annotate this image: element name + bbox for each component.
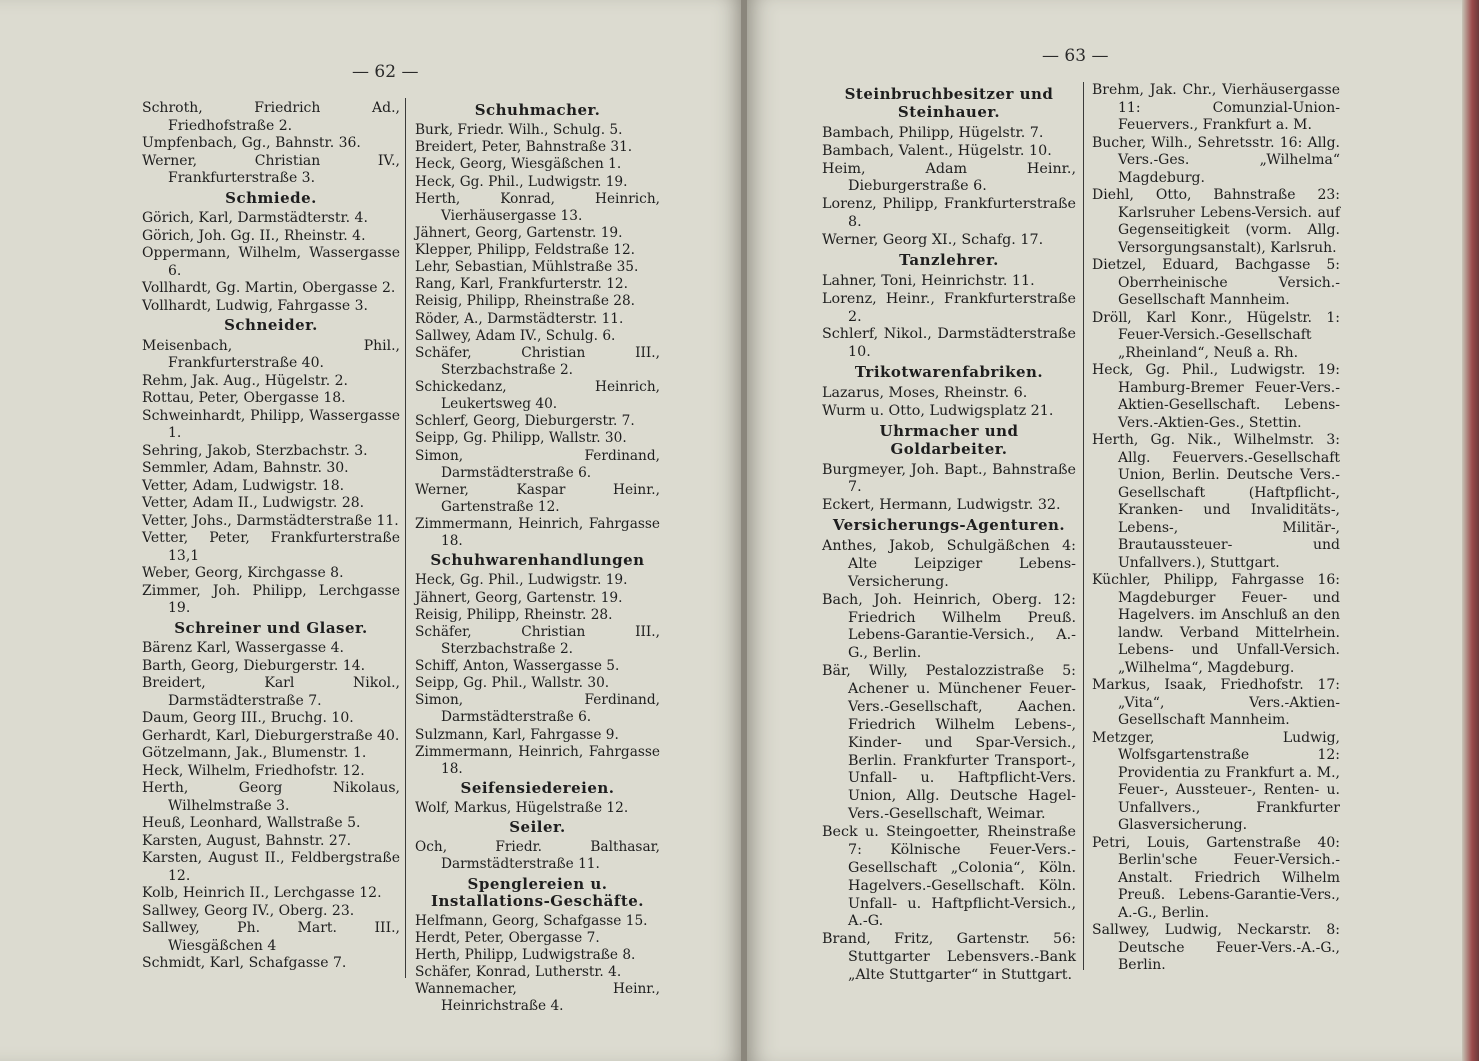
section-heading: Schneider.: [224, 316, 318, 334]
directory-entry: Vollhardt, Gg. Martin, Obergasse 2.: [142, 280, 396, 296]
directory-entry: Oppermann, Wilhelm, Wassergasse 6.: [142, 245, 400, 279]
directory-entry: Wolf, Markus, Hügelstraße 12.: [415, 800, 629, 816]
directory-entry: Reisig, Philipp, Rheinstr. 28.: [415, 606, 613, 623]
directory-entry: Schlerf, Georg, Dieburgerstr. 7.: [415, 413, 635, 430]
section-heading: Spenglereien u. Installations-Geschäfte.: [430, 874, 645, 910]
section-heading: Schuhwarenhandlungen: [430, 551, 645, 570]
directory-entry: Herth, Philipp, Ludwigstraße 8.: [415, 947, 636, 963]
directory-entry: Bucher, Wilh., Sehretsstr. 16: Allg. Vers.-Ges. „Wilhelma“ Magdeburg.: [1092, 134, 1340, 186]
directory-entry: Reisig, Philipp, Rheinstraße 28.: [415, 293, 636, 310]
directory-entry: Zimmermann, Heinrich, Fahrgasse 18.: [415, 516, 660, 550]
directory-entry: Heuß, Leonhard, Wallstraße 5.: [142, 815, 361, 831]
directory-entry: Schmidt, Karl, Schafgasse 7.: [142, 955, 347, 971]
directory-entry: Werner, Georg XI., Schafg. 17.: [822, 232, 1044, 248]
directory-entry: Dröll, Karl Konr., Hügelstr. 1: Feuer-Versich.-Gesellschaft „Rheinland“, Neuß a. Rh.: [1092, 309, 1340, 361]
directory-entry: Herth, Konrad, Heinrich, Vierhäusergasse 13.: [415, 190, 660, 224]
column-divider-left: [405, 98, 406, 978]
directory-entry: Weber, Georg, Kirchgasse 8.: [142, 565, 344, 581]
directory-entry: Gerhardt, Karl, Dieburgerstraße 40.: [142, 727, 400, 744]
directory-entry: Schiff, Anton, Wassergasse 5.: [415, 658, 620, 674]
directory-entry: Schroth, Friedrich Ad., Friedhofstraße 2.: [142, 100, 400, 134]
directory-entry: Schweinhardt, Philipp, Wassergasse 1.: [142, 407, 400, 441]
directory-entry: Daum, Georg III., Bruchg. 10.: [142, 710, 354, 726]
directory-entry: Lorenz, Philipp, Frankfurterstraße 8.: [822, 196, 1076, 231]
directory-entry: Metzger, Ludwig, Wolfsgartenstraße 12: Providentia zu Frankfurt a. M., Feuer-, Aussteuer-, Renten- u. Unfallvers., Frankfurter Glasversicherung.: [1092, 729, 1340, 833]
directory-entry: Lazarus, Moses, Rheinstr. 6.: [822, 385, 1028, 401]
directory-entry: Görich, Karl, Darmstädterstr. 4.: [142, 210, 368, 226]
directory-entry: Heck, Gg. Phil., Ludwigstr. 19.: [415, 572, 628, 589]
directory-entry: Vetter, Johs., Darmstädterstraße 11.: [142, 512, 399, 529]
directory-entry: Eckert, Hermann, Ludwigstr. 32.: [822, 497, 1061, 514]
directory-entry: Werner, Christian IV., Frankfurterstraße 3.: [142, 152, 400, 186]
section-heading: Seiler.: [509, 818, 566, 837]
directory-entry: Markus, Isaak, Friedhofstr. 17: „Vita“, Vers.-Aktien-Gesellschaft Mannheim.: [1092, 677, 1340, 728]
directory-entry: Rehm, Jak. Aug., Hügelstr. 2.: [142, 372, 348, 389]
directory-entry: Helfmann, Georg, Schafgasse 15.: [415, 912, 648, 929]
page-number-left: — 62 —: [352, 62, 419, 82]
section-heading: Schreiner und Glaser.: [174, 618, 368, 637]
directory-entry: Zimmermann, Heinrich, Fahrgasse 18.: [415, 743, 660, 777]
directory-entry: Vetter, Peter, Frankfurterstraße 13,1: [142, 530, 400, 564]
directory-entry: Simon, Ferdinand, Darmstädterstraße 6.: [415, 447, 660, 481]
directory-entry: Seipp, Gg. Phil., Wallstr. 30.: [415, 675, 610, 692]
section-heading: Uhrmacher und Goldarbeiter.: [879, 421, 1019, 458]
directory-entry: Lahner, Toni, Heinrichstr. 11.: [822, 272, 1035, 289]
directory-entry: Burk, Friedr. Wilh., Schulg. 5.: [415, 122, 623, 139]
section-heading: Schmiede.: [225, 188, 317, 207]
directory-entry: Bär, Willy, Pestalozzistraße 5: Achener u. Münchener Feuer-Vers.-Gesellschaft, Aachen. Friedrich Wilhelm Lebens-, Kinder- und Spar-Versich., Berlin. Frankfurter Transport-, Unfall- u. Haftpflicht-Vers. Union, Allg. Deutsche Hagel-Vers.-Gesellschaft, Weimar.: [822, 663, 1076, 823]
directory-entry: Schickedanz, Heinrich, Leukertsweg 40.: [415, 379, 660, 413]
column-divider-right: [1083, 82, 1084, 970]
directory-entry: Anthes, Jakob, Schulgäßchen 4: Alte Leipziger Lebens-Versicherung.: [822, 538, 1076, 590]
directory-entry: Sehring, Jakob, Sterzbachstr. 3.: [142, 442, 368, 459]
directory-entry: Lorenz, Heinr., Frankfurterstraße 2.: [822, 290, 1076, 325]
directory-entry: Sallwey, Georg IV., Oberg. 23.: [142, 902, 355, 919]
directory-entry: Burgmeyer, Joh. Bapt., Bahnstraße 7.: [822, 461, 1076, 496]
right-column-2: [1092, 82, 1340, 975]
directory-entry: Herth, Gg. Nik., Wilhelmstr. 3: Allg. Feuervers.-Gesellschaft Union, Berlin. Deutsche Vers.-Gesellschaft (Haftpflicht-, Kranken- und Invaliditäts-, Lebens-, Militär-, Brautaussteuer- und Unfallvers.), Stuttgart.: [1092, 432, 1340, 571]
directory-entry: Dietzel, Eduard, Bachgasse 5: Oberrheinische Versich.-Gesellschaft Mannheim.: [1092, 257, 1340, 308]
right-page: [747, 0, 1479, 1061]
directory-entry: Seipp, Gg. Philipp, Wallstr. 30.: [415, 430, 627, 447]
directory-entry: Schäfer, Christian III., Sterzbachstraße 2.: [415, 623, 660, 657]
section-heading: Versicherungs-Agenturen.: [832, 516, 1066, 535]
directory-entry: Heck, Wilhelm, Friedhofstr. 12.: [142, 762, 365, 779]
directory-entry: Heck, Gg. Phil., Ludwigstr. 19: Hamburg-Bremer Feuer-Vers.-Aktien-Gesellschaft. Lebens-Vers.-Aktien-Ges., Stettin.: [1092, 362, 1340, 431]
book-edge: [1462, 0, 1479, 1061]
section-heading: Steinbruchbesitzer und Steinhauer.: [844, 85, 1054, 121]
directory-entry: Bambach, Philipp, Hügelstr. 7.: [822, 124, 1044, 141]
directory-entry: Röder, A., Darmstädterstr. 11.: [415, 310, 624, 327]
directory-entry: Semmler, Adam, Bahnstr. 30.: [142, 460, 349, 476]
directory-entry: Klepper, Philipp, Feldstraße 12.: [415, 242, 636, 258]
directory-entry: Zimmer, Joh. Philipp, Lerchgasse 19.: [142, 582, 400, 616]
directory-entry: Werner, Kaspar Heinr., Gartenstraße 12.: [415, 481, 660, 515]
right-column-1: [822, 84, 1076, 985]
directory-entry: Karsten, August II., Feldbergstraße 12.: [142, 850, 400, 884]
directory-entry: Jähnert, Georg, Gartenstr. 19.: [415, 589, 623, 606]
directory-entry: Breidert, Karl Nikol., Darmstädterstraße 7.: [142, 675, 400, 709]
section-heading: Trikotwarenfabriken.: [854, 363, 1044, 382]
directory-entry: Schäfer, Christian III., Sterzbachstraße 2.: [415, 344, 660, 378]
directory-entry: Wannemacher, Heinr., Heinrichstraße 4.: [415, 981, 660, 1015]
directory-entry: Sulzmann, Karl, Fahrgasse 9.: [415, 726, 619, 743]
directory-entry: Schäfer, Konrad, Lutherstr. 4.: [415, 964, 622, 981]
directory-entry: Brand, Fritz, Gartenstr. 56: Stuttgarter Lebensvers.-Bank „Alte Stuttgarter“ in Stuttgart.: [822, 931, 1076, 983]
directory-entry: Heim, Adam Heinr., Dieburgerstraße 6.: [822, 160, 1076, 195]
directory-entry: Bach, Joh. Heinrich, Oberg. 12: Friedrich Wilhelm Preuß. Lebens-Garantie-Versich., A.-G., Berlin.: [822, 591, 1076, 662]
section-heading: Tanzlehrer.: [899, 250, 999, 269]
directory-entry: Vetter, Adam II., Ludwigstr. 28.: [142, 495, 365, 511]
section-heading: Seifensiedereien.: [460, 778, 615, 797]
directory-entry: Heck, Gg. Phil., Ludwigstr. 19.: [415, 173, 628, 190]
directory-entry: Sallwey, Ph. Mart. III., Wiesgäßchen 4: [142, 920, 400, 954]
directory-entry: Och, Friedr. Balthasar, Darmstädterstraße 11.: [415, 839, 660, 873]
directory-entry: Breidert, Peter, Bahnstraße 31.: [415, 139, 633, 156]
directory-entry: Diehl, Otto, Bahnstraße 23: Karlsruher Lebens-Versich. auf Gegenseitigkeit (vorm. Allg. Versorgungsanstalt), Karlsruh.: [1092, 187, 1340, 256]
left-column-2: [415, 100, 660, 1016]
directory-entry: Götzelmann, Jak., Blumenstr. 1.: [142, 745, 367, 761]
directory-entry: Beck u. Steingoetter, Rheinstraße 7: Kölnische Feuer-Vers.-Gesellschaft „Colonia“, Köln. Hagelvers.-Gesellschaft. Köln. Unfall- u. Haftpflicht-Versich., A.-G.: [822, 824, 1076, 930]
directory-entry: Lehr, Sebastian, Mühlstraße 35.: [415, 259, 639, 276]
directory-entry: Barth, Georg, Dieburgerstr. 14.: [142, 657, 366, 674]
page-number-right: — 63 —: [1042, 46, 1109, 66]
directory-entry: Sallwey, Ludwig, Neckarstr. 8: Deutsche Feuer-Vers.-A.-G., Berlin.: [1092, 922, 1340, 973]
section-heading: Schuhmacher.: [474, 101, 601, 119]
directory-entry: Jähnert, Georg, Gartenstr. 19.: [415, 224, 623, 241]
directory-entry: Rang, Karl, Frankfurterstr. 12.: [415, 276, 628, 293]
directory-entry: Görich, Joh. Gg. II., Rheinstr. 4.: [142, 227, 366, 244]
directory-entry: Sallwey, Adam IV., Schulg. 6.: [415, 327, 616, 344]
directory-entry: Vetter, Adam, Ludwigstr. 18.: [142, 477, 345, 494]
directory-entry: Wurm u. Otto, Ludwigsplatz 21.: [822, 402, 1054, 419]
directory-entry: Karsten, August, Bahnstr. 27.: [142, 832, 352, 849]
directory-entry: Simon, Ferdinand, Darmstädterstraße 6.: [415, 692, 660, 726]
directory-entry: Bambach, Valent., Hügelstr. 10.: [822, 142, 1052, 159]
directory-entry: Brehm, Jak. Chr., Vierhäusergasse 11: Comunzial-Union-Feuervers., Frankfurt a. M.: [1092, 82, 1340, 133]
directory-entry: Umpfenbach, Gg., Bahnstr. 36.: [142, 135, 361, 151]
directory-entry: Rottau, Peter, Obergasse 18.: [142, 390, 346, 406]
directory-entry: Heck, Georg, Wiesgäßchen 1.: [415, 156, 622, 173]
directory-entry: Herdt, Peter, Obergasse 7.: [415, 929, 600, 946]
directory-entry: Meisenbach, Phil., Frankfurterstraße 40.: [142, 337, 400, 371]
directory-entry: Herth, Georg Nikolaus, Wilhelmstraße 3.: [142, 780, 400, 814]
directory-entry: Küchler, Philipp, Fahrgasse 16: Magdeburger Feuer- und Hagelvers. im Anschluß an den landw. Verband Mittelrhein. Lebens- und Unfall-Versich. „Wilhelma“, Magdeburg.: [1092, 572, 1340, 676]
left-column-1: [142, 100, 400, 973]
directory-entry: Vollhardt, Ludwig, Fahrgasse 3.: [142, 297, 368, 314]
directory-entry: Kolb, Heinrich II., Lerchgasse 12.: [142, 885, 382, 901]
directory-entry: Schlerf, Nikol., Darmstädterstraße 10.: [822, 326, 1076, 361]
directory-entry: Petri, Louis, Gartenstraße 40: Berlin'sche Feuer-Versich.-Anstalt. Friedrich Wilhelm Preuß. Lebens-Garantie-Vers., A.-G., Berlin.: [1092, 834, 1340, 921]
directory-entry: Bärenz Karl, Wassergasse 4.: [142, 640, 344, 656]
